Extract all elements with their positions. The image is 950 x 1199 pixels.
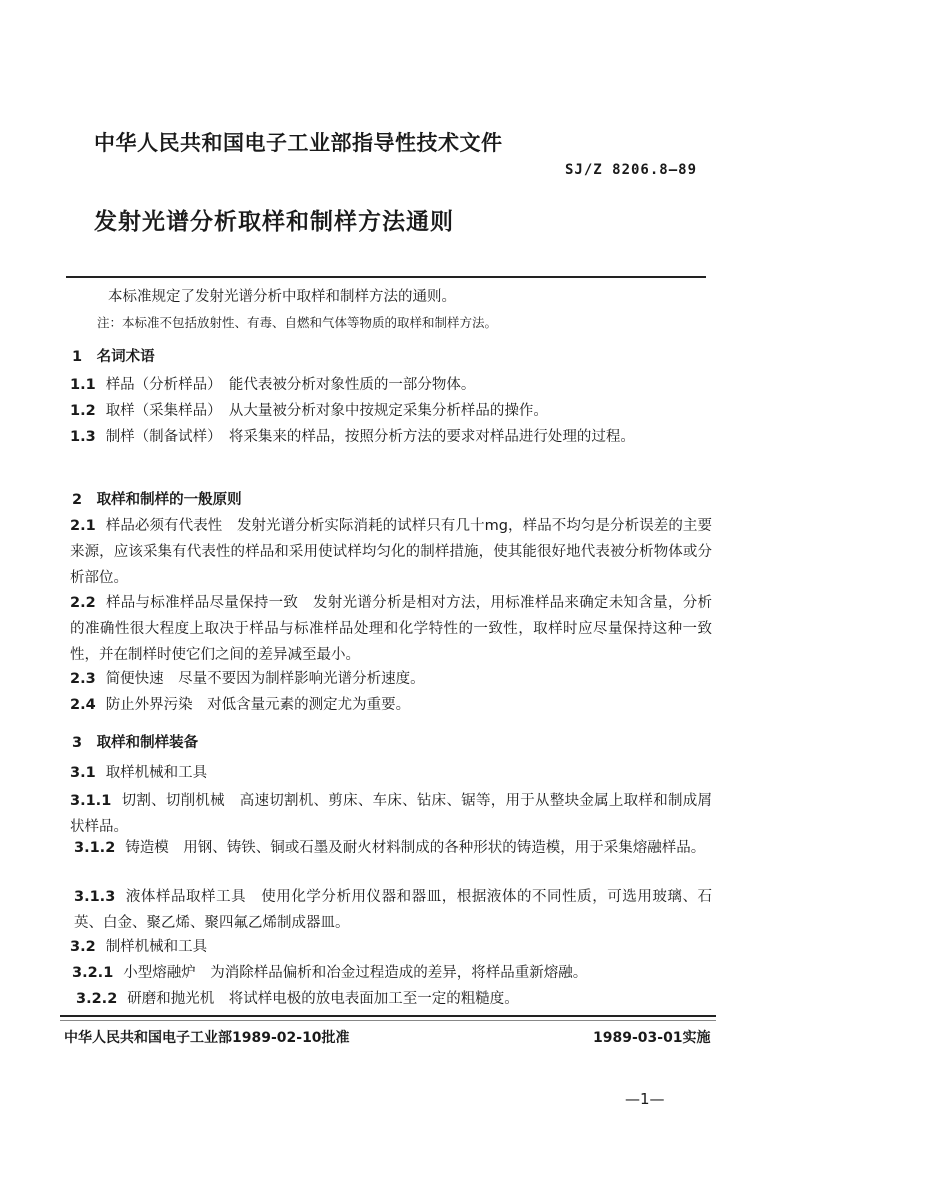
clause-number: 3.1.1 xyxy=(70,793,112,809)
clause-number: 2.4 xyxy=(70,697,96,713)
section-2-heading: 2 取样和制样的一般原则 xyxy=(72,492,242,508)
clause-number: 3.2 xyxy=(70,939,96,955)
clause-3-1-3 xyxy=(74,884,712,936)
clause-text: 铸造模 用钢、铸铁、铜或石墨及耐火材料制成的各种形状的铸造模，用于采集熔融样品。 xyxy=(125,840,706,856)
issuer-title: 中华人民共和国电子工业部指导性技术文件 xyxy=(94,131,503,155)
clause-text: 小型熔融炉 为消除样品偏析和冶金过程造成的差异，将样品重新熔融。 xyxy=(123,965,588,981)
clause-1-3 xyxy=(70,424,712,450)
effective-date: 1989-03-01实施 xyxy=(593,1030,711,1046)
clause-1-2 xyxy=(70,400,548,422)
clause-text: 防止外界污染 对低含量元素的测定尤为重要。 xyxy=(105,697,411,713)
clause-number: 3.1.2 xyxy=(74,840,116,856)
approval-date: 中华人民共和国电子工业部1989-02-10批准 xyxy=(64,1030,350,1046)
clause-number: 2.3 xyxy=(70,671,96,687)
clause-number: 3.1 xyxy=(70,765,96,781)
footer-divider xyxy=(60,1015,716,1017)
clause-number: 1.2 xyxy=(70,403,96,419)
header-divider xyxy=(66,276,706,278)
clause-text: 样品与标准样品尽量保持一致 发射光谱分析是相对方法，用标准样品来确定未知含量，分析的准确性很大程度上取决于样品与标准样品处理和化学特性的一致性，取样时应尽量保持这种一致性，并在制样时使它们之间的差异减至最小。 xyxy=(70,595,712,663)
clause-number: 1.3 xyxy=(70,429,96,445)
clause-text: 液体样品取样工具 使用化学分析用仪器和器皿，根据液体的不同性质，可选用玻璃、石英、白金、聚乙烯、聚四氟乙烯制成器皿。 xyxy=(74,889,712,931)
clause-3-1 xyxy=(70,762,207,784)
clause-text: 样品必须有代表性 发射光谱分析实际消耗的试样只有几十mg，样品不均匀是分析误差的主要来源，应该采集有代表性的样品和采用使试样均匀化的制样措施，使其能很好地代表被分析物体或分析部位。 xyxy=(70,518,712,586)
clause-3-1-2 xyxy=(74,835,712,861)
clause-text: 制样（制备试样） 将采集来的样品，按照分析方法的要求对样品进行处理的过程。 xyxy=(105,429,635,445)
clause-number: 1.1 xyxy=(70,377,96,393)
clause-2-2 xyxy=(70,590,712,668)
clause-2-3 xyxy=(70,668,425,690)
document-title: 发射光谱分析取样和制样方法通则 xyxy=(94,209,454,235)
clause-number: 3.2.1 xyxy=(72,965,114,981)
clause-text: 制样机械和工具 xyxy=(105,939,208,955)
clause-number: 2.1 xyxy=(70,518,96,534)
footer-divider-thin xyxy=(60,1020,716,1021)
intro-text: 本标准规定了发射光谱分析中取样和制样方法的通则。 xyxy=(108,289,456,305)
clause-text: 取样机械和工具 xyxy=(105,765,208,781)
clause-number: 3.1.3 xyxy=(74,889,116,905)
standard-code: SJ/Z 8206.8—89 xyxy=(565,162,698,178)
intro-note: 注：本标准不包括放射性、有毒、自燃和气体等物质的取样和制样方法。 xyxy=(97,315,498,330)
clause-text: 样品（分析样品） 能代表被分析对象性质的一部分物体。 xyxy=(105,377,476,393)
clause-text: 研磨和抛光机 将试样电极的放电表面加工至一定的粗糙度。 xyxy=(127,991,519,1007)
clause-number: 2.2 xyxy=(70,595,96,611)
clause-text: 简便快速 尽量不要因为制样影响光谱分析速度。 xyxy=(105,671,425,687)
clause-1-1 xyxy=(70,374,475,396)
clause-text: 取样（采集样品） 从大量被分析对象中按规定采集分析样品的操作。 xyxy=(105,403,548,419)
section-1-heading: 1 名词术语 xyxy=(72,349,155,365)
clause-3-2 xyxy=(70,936,207,958)
clause-text: 切割、切削机械 高速切割机、剪床、车床、钻床、锯等，用于从整块金属上取样和制成屑状样品。 xyxy=(70,793,712,835)
clause-3-2-2 xyxy=(76,988,519,1010)
clause-3-2-1 xyxy=(72,962,587,984)
page-number: —1— xyxy=(625,1090,665,1108)
clause-number: 3.2.2 xyxy=(76,991,118,1007)
section-3-heading: 3 取样和制样装备 xyxy=(72,735,199,751)
clause-2-1 xyxy=(70,513,712,591)
clause-3-1-1 xyxy=(70,788,712,840)
clause-2-4 xyxy=(70,694,410,716)
